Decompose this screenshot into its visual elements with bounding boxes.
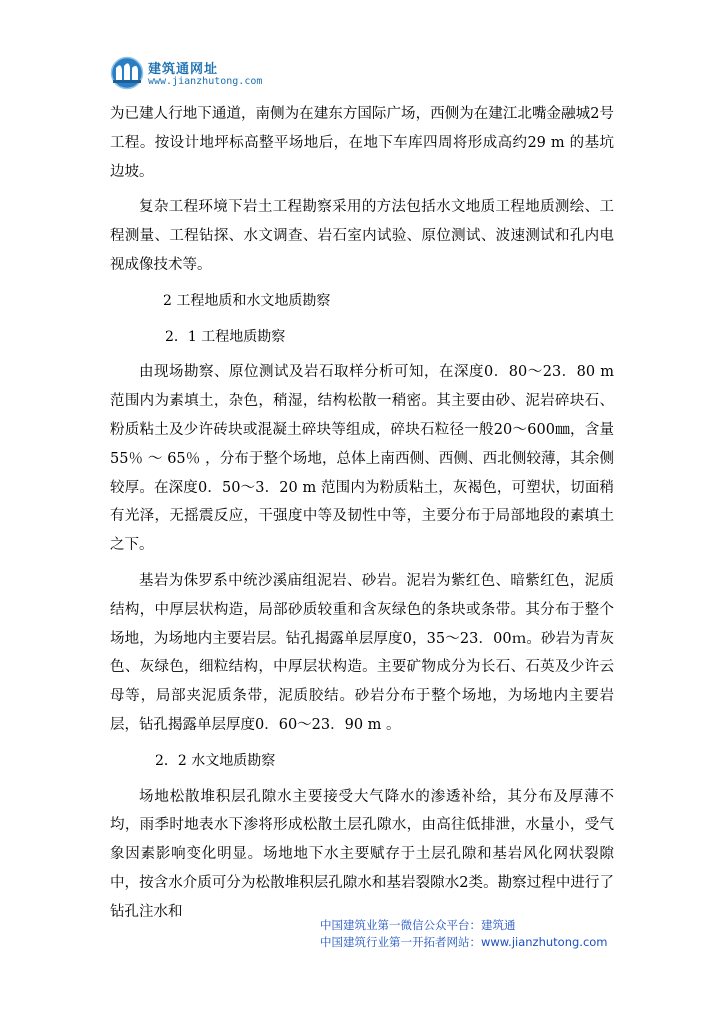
paragraph-3: 由现场勘察、原位测试及岩石取样分析可知，在深度0．80～23．80 m 范围内为素填土，杂色，稍湿，结构松散一稍密。其主要由砂、泥岩碎块石、粉质粘土及少许砖块或混凝土碎块等组成，碎块石粒径一般20～600㎜，含量55％ ～ 65％ ，分布于整个场地，总体上南西侧、西侧、西北侧较薄，其余侧较厚。在深度0．50～3．20 m 范围内为粉质粘土，灰褐色，可塑状，切面稍有光泽，无摇震反应，干强度中等及韧性中等，主要分布于局部地段的素填土之下。 xyxy=(110,364,614,554)
document-body xyxy=(110,100,614,927)
site-logo[interactable] xyxy=(110,56,310,96)
footer-line-2[interactable]: 中国建筑行业第一开拓者网站：www.jianzhutong.com xyxy=(320,935,608,949)
paragraph-1: 为已建人行地下通道，南侧为在建东方国际广场，西侧为在建江北嘴金融城2号工程。按设计地坪标高整平场地后，在地下车库四周将形成高约29 m 的基坑边坡。 xyxy=(110,106,614,180)
paragraph-4: 基岩为侏罗系中统沙溪庙组泥岩、砂岩。泥岩为紫红色、暗紫红色，泥质结构，中厚层状构造，局部砂质较重和含灰绿色的条块或条带。其分布于整个场地，为场地内主要岩层。钻孔揭露单层厚度0，35～23．00ｍ。砂岩为青灰色、灰绿色，细粒结构，中厚层状构造。主要矿物成分为长石、石英及少许云母等，局部夹泥质条带，泥质胶结。砂岩分布于整个场地，为场地内主要岩层，钻孔揭露单层厚度0．60～23．90 m 。 xyxy=(110,572,614,733)
footer-line-1: 中国建筑业第一微信公众平台：建筑通 xyxy=(320,918,516,932)
logo-url[interactable]: www.jianzhutong.com xyxy=(148,76,263,87)
page-footer xyxy=(320,917,620,951)
paragraph-5: 场地松散堆积层孔隙水主要接受大气降水的渗透补给，其分布及厚薄不均，雨季时地表水下渗将形成松散土层孔隙水，由高往低排泄，水量小，受气象因素影响变化明显。场地地下水主要赋存于土层孔隙和基岩风化网状裂隙中，按含水介质可分为松散堆积层孔隙水和基岩裂隙水2类。勘察过程中进行了钻孔注水和 xyxy=(110,788,614,920)
paragraph-2: 复杂工程环境下岩土工程勘察采用的方法包括水文地质工程地质测绘、工程测量、工程钻探、水文调查、岩石室内试验、原位测试、波速测试和孔内电视成像技术等。 xyxy=(110,199,614,273)
section-heading-2: 2 工程地质和水文地质勘察 xyxy=(163,292,331,309)
logo-title: 建筑通网址 xyxy=(148,62,219,77)
globe-logo-icon xyxy=(110,56,144,90)
section-heading-2-2: 2．2 水文地质勘察 xyxy=(155,752,276,769)
section-heading-2-1: 2．1 工程地质勘察 xyxy=(165,328,286,345)
